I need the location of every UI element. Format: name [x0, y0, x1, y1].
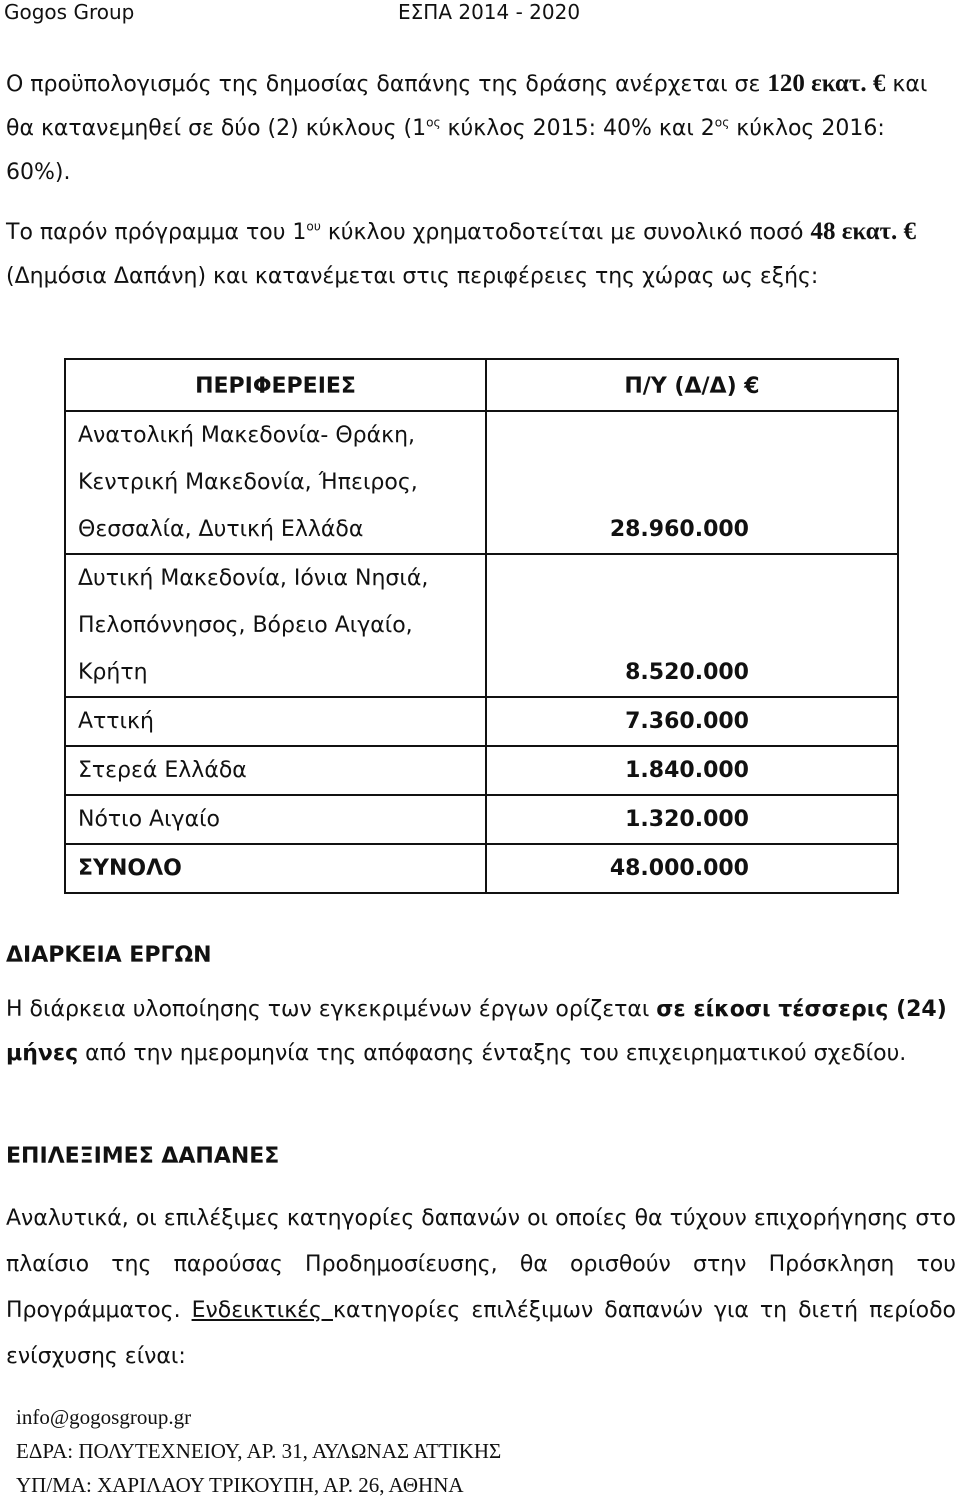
total-value: 48.000.000 [486, 844, 898, 893]
page-footer [16, 1400, 501, 1502]
region-cell: Ανατολική Μακεδονία- Θράκη, Κεντρική Μακεδονία, Ήπειρος, Θεσσαλία, Δυτική Ελλάδα [65, 411, 486, 554]
program-name: ΕΣΠΑ 2014 - 2020 [398, 0, 581, 24]
total-label: ΣΥΝΟΛΟ [65, 844, 486, 893]
table-total-row [65, 844, 898, 893]
region-cell: Δυτική Μακεδονία, Ιόνια Νησιά, Πελοπόννησος, Βόρειο Αιγαίο, Κρήτη [65, 554, 486, 697]
table-row [65, 411, 898, 554]
eligible-paragraph: Αναλυτικά, οι επιλέξιμες κατηγορίες δαπανών οι οποίες θα τύχουν επιχορήγησης στο πλαίσιο της παρούσας Προδημοσίευσης, θα ορισθούν στην Πρόσκληση του Προγράμματος. Ενδεικτικές κατηγορίες επιλέξιμων δαπανών για τη διετή περίοδο ενίσχυσης είναι: [6, 1206, 957, 1369]
table-row [65, 746, 898, 795]
table-row [65, 697, 898, 746]
budget-cell: 1.840.000 [486, 746, 898, 795]
budget-cell: 7.360.000 [486, 697, 898, 746]
duration-title: ΔΙΑΡΚΕΙΑ ΕΡΓΩΝ [6, 943, 212, 968]
footer-address-1: ΕΔΡΑ: ΠΟΛΥΤΕΧΝΕΙΟΥ, ΑΡ. 31, ΑΥΛΩΝΑΣ ΑΤΤΙΚΗΣ [16, 1439, 502, 1463]
region-cell: Νότιο Αιγαίο [65, 795, 486, 844]
duration-paragraph: Η διάρκεια υλοποίησης των εγκεκριμένων έργων ορίζεται σε είκοσι τέσσερις (24) μήνες από την ημερομηνία της απόφασης ένταξης του επιχειρηματικού σχεδίου. [6, 997, 947, 1066]
company-name: Gogos Group [4, 0, 135, 24]
table-header-row [65, 359, 898, 411]
page-header [0, 0, 960, 28]
footer-email: info@gogosgroup.gr [16, 1405, 192, 1429]
budget-cell: 28.960.000 [486, 411, 898, 554]
regions-budget-table [64, 358, 899, 894]
eligible-title: ΕΠΙΛΕΞΙΜΕΣ ΔΑΠΑΝΕΣ [6, 1144, 280, 1169]
header-regions: ΠΕΡΙΦΕΡΕΙΕΣ [65, 359, 486, 411]
region-cell: Στερεά Ελλάδα [65, 746, 486, 795]
intro-paragraph-1: Ο προϋπολογισμός της δημοσίας δαπάνης της δράσης ανέρχεται σε 120 εκατ. € και θα κατανεμηθεί σε δύο (2) κύκλους ($1^{o\varsigma}$ κύκλος 2015: 40% και $2^{o\varsigma}$ κύκλος 2016: 60%). [6, 70, 928, 185]
region-cell: Αττική [65, 697, 486, 746]
table-row [65, 554, 898, 697]
budget-cell: 1.320.000 [486, 795, 898, 844]
intro-paragraph-2: Το παρόν πρόγραμμα του $1^{o\upsilon}$ κύκλου χρηματοδοτείται με συνολικό ποσό 48 εκατ. € (Δημόσια Δαπάνη) και κατανέμεται στις περιφέρειες της χώρας ως εξής: [6, 218, 917, 289]
table-row [65, 795, 898, 844]
footer-address-2: ΥΠ/ΜΑ: ΧΑΡΙΛΑΟΥ ΤΡΙΚΟΥΠΗ, ΑΡ. 26, ΑΘΗΝΑ [16, 1473, 464, 1497]
budget-cell: 8.520.000 [486, 554, 898, 697]
header-budget: Π/Υ (Δ/Δ) € [486, 359, 898, 411]
